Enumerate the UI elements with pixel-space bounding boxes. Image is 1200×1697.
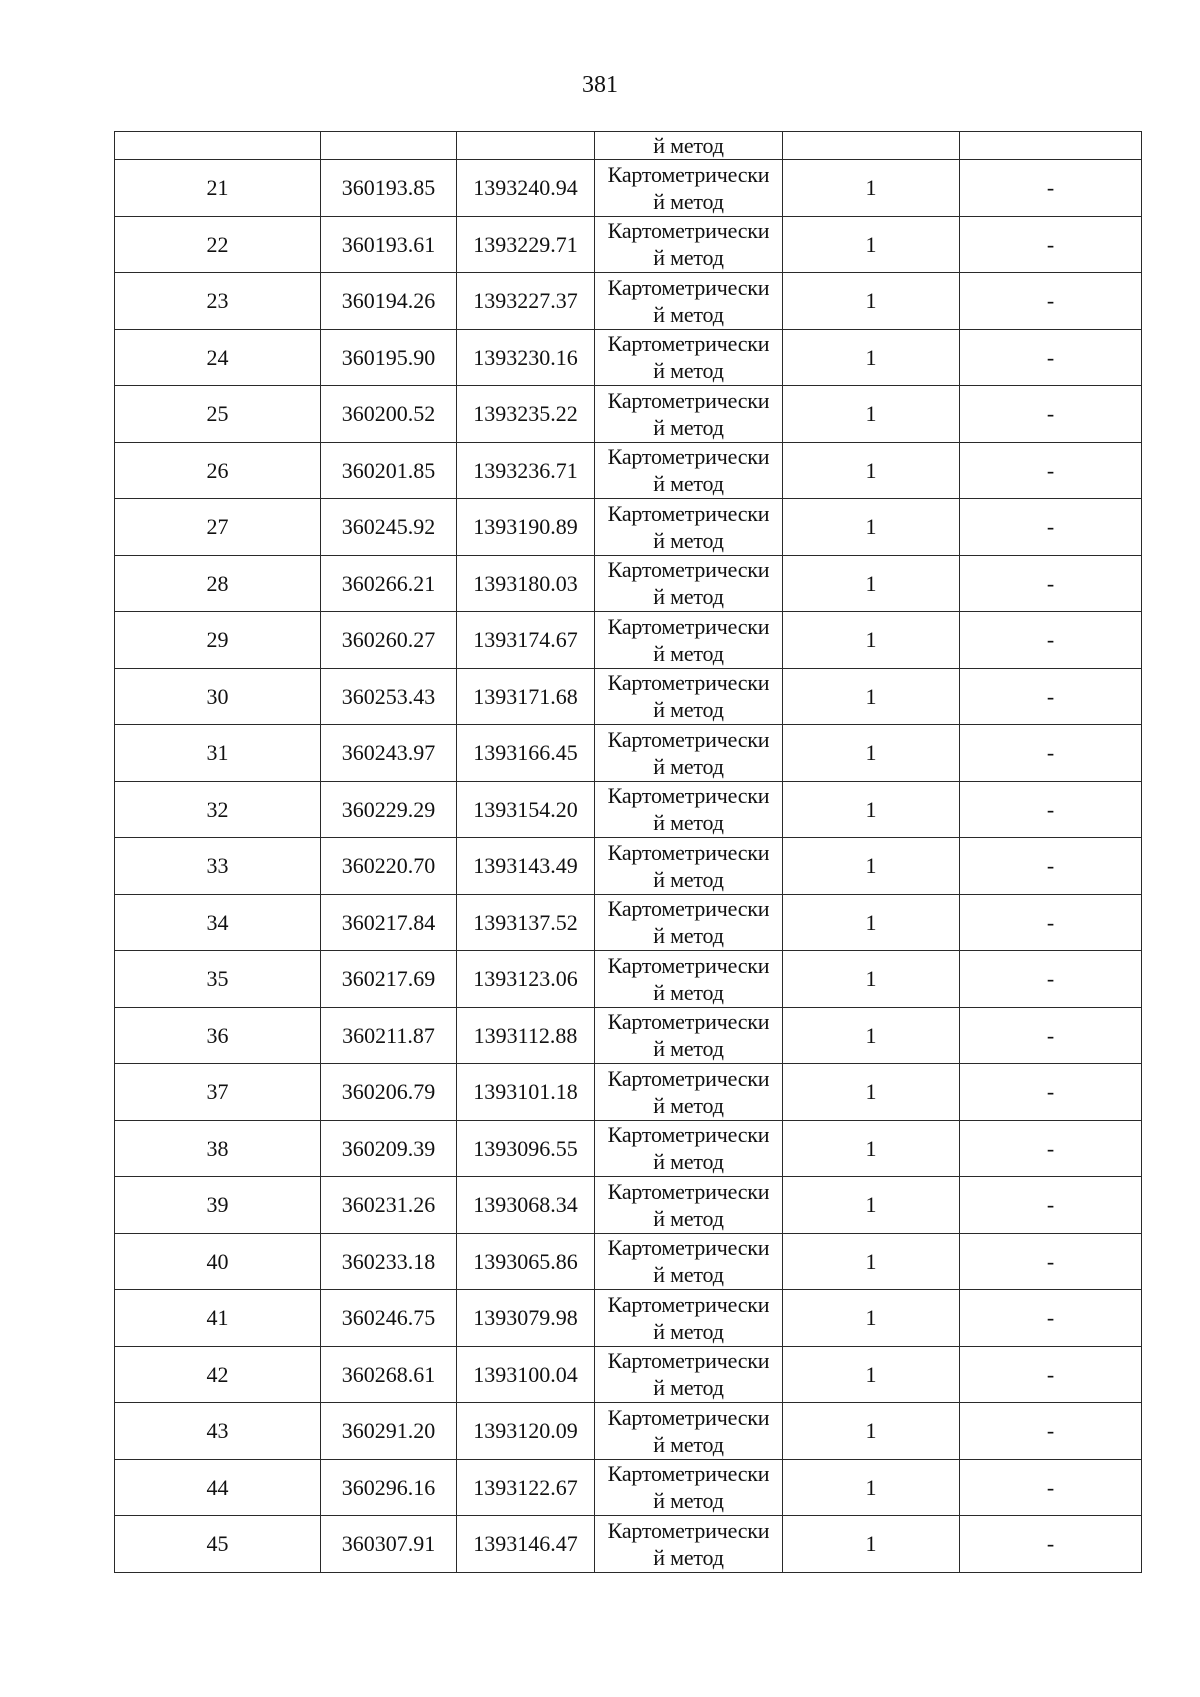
cell-accuracy: 1 <box>783 612 960 669</box>
method-line-2: й метод <box>653 1544 724 1570</box>
cell-x: 360217.69 <box>321 951 457 1008</box>
table-row <box>115 216 1142 273</box>
cell-x: 360296.16 <box>321 1459 457 1516</box>
cell-y: 1393101.18 <box>457 1064 595 1121</box>
cell-x: 360268.61 <box>321 1346 457 1403</box>
table-row <box>115 1403 1142 1460</box>
cell-x: 360200.52 <box>321 386 457 443</box>
cell-method <box>595 1007 783 1064</box>
method-line-2: й метод <box>653 414 724 440</box>
cell-x: 360231.26 <box>321 1177 457 1234</box>
method-line-2: й метод <box>653 584 724 610</box>
method-line-2: й метод <box>653 188 724 214</box>
cell-y: 1393079.98 <box>457 1290 595 1347</box>
cell-accuracy <box>783 132 960 160</box>
cell-point-number: 34 <box>115 894 321 951</box>
cell-y: 1393143.49 <box>457 838 595 895</box>
table-row <box>115 1346 1142 1403</box>
method-line-2: й метод <box>653 1318 724 1344</box>
method-line-2: й метод <box>653 245 724 271</box>
cell-note: - <box>960 499 1142 556</box>
method-line-1: Картометрически <box>607 1348 770 1374</box>
cell-point-number <box>115 132 321 160</box>
method-line-1: Картометрически <box>607 557 770 583</box>
cell-method <box>595 329 783 386</box>
cell-x: 360246.75 <box>321 1290 457 1347</box>
cell-method <box>595 781 783 838</box>
cell-x: 360195.90 <box>321 329 457 386</box>
cell-x: 360307.91 <box>321 1516 457 1573</box>
method-line-2: й метод <box>653 1149 724 1175</box>
cell-point-number: 28 <box>115 555 321 612</box>
cell-note: - <box>960 894 1142 951</box>
method-line-1: Картометрически <box>607 1122 770 1148</box>
cell-note: - <box>960 781 1142 838</box>
cell-note: - <box>960 1064 1142 1121</box>
cell-y: 1393174.67 <box>457 612 595 669</box>
cell-note: - <box>960 1403 1142 1460</box>
method-line-2: й метод <box>653 527 724 553</box>
cell-x: 360291.20 <box>321 1403 457 1460</box>
method-line-1: Картометрически <box>607 1178 770 1204</box>
cell-point-number: 38 <box>115 1120 321 1177</box>
method-line-2: й метод <box>653 697 724 723</box>
cell-x: 360201.85 <box>321 442 457 499</box>
cell-accuracy: 1 <box>783 894 960 951</box>
cell-y: 1393171.68 <box>457 668 595 725</box>
table-row <box>115 386 1142 443</box>
table-row <box>115 499 1142 556</box>
cell-accuracy: 1 <box>783 1290 960 1347</box>
cell-accuracy: 1 <box>783 1120 960 1177</box>
cell-x: 360220.70 <box>321 838 457 895</box>
table-row <box>115 1120 1142 1177</box>
cell-x: 360243.97 <box>321 725 457 782</box>
method-line-2: й метод <box>653 866 724 892</box>
cell-method <box>595 442 783 499</box>
cell-point-number: 36 <box>115 1007 321 1064</box>
cell-point-number: 21 <box>115 160 321 217</box>
cell-x: 360206.79 <box>321 1064 457 1121</box>
table-row <box>115 838 1142 895</box>
cell-accuracy: 1 <box>783 1177 960 1234</box>
method-line-2: й метод <box>653 1375 724 1401</box>
method-line-2: й метод <box>653 1036 724 1062</box>
method-line-2: й метод <box>653 1092 724 1118</box>
cell-note: - <box>960 216 1142 273</box>
cell-method <box>595 160 783 217</box>
method-line-1: Картометрически <box>607 783 770 809</box>
table-row <box>115 329 1142 386</box>
table-row <box>115 160 1142 217</box>
table-row <box>115 1516 1142 1573</box>
method-line-1: Картометрически <box>607 839 770 865</box>
cell-accuracy: 1 <box>783 1064 960 1121</box>
cell-note: - <box>960 668 1142 725</box>
cell-method <box>595 1177 783 1234</box>
table-row <box>115 894 1142 951</box>
cell-x: 360253.43 <box>321 668 457 725</box>
cell-note: - <box>960 1120 1142 1177</box>
cell-method <box>595 499 783 556</box>
cell-point-number: 44 <box>115 1459 321 1516</box>
cell-note: - <box>960 1459 1142 1516</box>
cell-note: - <box>960 725 1142 782</box>
coordinates-table-body <box>115 132 1142 1573</box>
cell-method <box>595 1064 783 1121</box>
cell-accuracy: 1 <box>783 725 960 782</box>
method-line-1: Картометрически <box>607 1291 770 1317</box>
cell-method <box>595 1233 783 1290</box>
cell-method <box>595 1346 783 1403</box>
cell-note: - <box>960 329 1142 386</box>
method-line-1: Картометрически <box>607 331 770 357</box>
cell-accuracy: 1 <box>783 555 960 612</box>
cell-accuracy: 1 <box>783 386 960 443</box>
cell-y: 1393190.89 <box>457 499 595 556</box>
cell-x: 360194.26 <box>321 273 457 330</box>
cell-point-number: 22 <box>115 216 321 273</box>
cell-accuracy: 1 <box>783 838 960 895</box>
cell-y: 1393120.09 <box>457 1403 595 1460</box>
cell-x: 360229.29 <box>321 781 457 838</box>
cell-point-number: 43 <box>115 1403 321 1460</box>
cell-point-number: 23 <box>115 273 321 330</box>
cell-method <box>595 386 783 443</box>
method-line-2: й метод <box>653 640 724 666</box>
cell-note: - <box>960 1290 1142 1347</box>
cell-note: - <box>960 1233 1142 1290</box>
cell-accuracy: 1 <box>783 1346 960 1403</box>
cell-note: - <box>960 555 1142 612</box>
method-line-1: Картометрически <box>607 274 770 300</box>
cell-point-number: 25 <box>115 386 321 443</box>
table-row <box>115 1459 1142 1516</box>
cell-y: 1393227.37 <box>457 273 595 330</box>
method-line-1: Картометрически <box>607 444 770 470</box>
cell-accuracy: 1 <box>783 1403 960 1460</box>
table-row <box>115 273 1142 330</box>
cell-point-number: 40 <box>115 1233 321 1290</box>
cell-y: 1393154.20 <box>457 781 595 838</box>
cell-method <box>595 216 783 273</box>
cell-note: - <box>960 1516 1142 1573</box>
method-line-1: Картометрически <box>607 1404 770 1430</box>
cell-y: 1393096.55 <box>457 1120 595 1177</box>
cell-method <box>595 1516 783 1573</box>
table-row <box>115 612 1142 669</box>
method-line-2: й метод <box>653 753 724 779</box>
cell-point-number: 37 <box>115 1064 321 1121</box>
cell-method <box>595 894 783 951</box>
method-line-1: Картометрически <box>607 1461 770 1487</box>
cell-accuracy: 1 <box>783 160 960 217</box>
cell-x: 360233.18 <box>321 1233 457 1290</box>
table-row <box>115 1233 1142 1290</box>
cell-method <box>595 725 783 782</box>
cell-note <box>960 132 1142 160</box>
page-number: 381 <box>582 72 618 98</box>
table-row <box>115 781 1142 838</box>
method-line-1: Картометрически <box>607 387 770 413</box>
cell-method <box>595 951 783 1008</box>
cell-x: 360266.21 <box>321 555 457 612</box>
cell-point-number: 33 <box>115 838 321 895</box>
cell-accuracy: 1 <box>783 273 960 330</box>
method-line-2: й метод <box>653 1205 724 1231</box>
method-line-1: Картометрически <box>607 500 770 526</box>
method-line-2: й метод <box>653 979 724 1005</box>
cell-y: 1393230.16 <box>457 329 595 386</box>
cell-accuracy: 1 <box>783 951 960 1008</box>
method-line-1: Картометрически <box>607 726 770 752</box>
method-line-2: й метод <box>653 1431 724 1457</box>
cell-y: 1393146.47 <box>457 1516 595 1573</box>
table-row <box>115 555 1142 612</box>
cell-y: 1393065.86 <box>457 1233 595 1290</box>
cell-y: 1393123.06 <box>457 951 595 1008</box>
cell-accuracy: 1 <box>783 1007 960 1064</box>
cell-method <box>595 1120 783 1177</box>
cell-y: 1393235.22 <box>457 386 595 443</box>
cell-note: - <box>960 273 1142 330</box>
cell-note: - <box>960 1177 1142 1234</box>
method-line-2: й метод <box>653 1488 724 1514</box>
table-row <box>115 668 1142 725</box>
cell-y <box>457 132 595 160</box>
cell-note: - <box>960 951 1142 1008</box>
cell-accuracy: 1 <box>783 499 960 556</box>
cell-note: - <box>960 612 1142 669</box>
method-line-2: й метод <box>653 358 724 384</box>
cell-point-number: 45 <box>115 1516 321 1573</box>
cell-y: 1393166.45 <box>457 725 595 782</box>
method-line-1: Картометрически <box>607 952 770 978</box>
cell-method <box>595 1459 783 1516</box>
method-line-2: й метод <box>653 810 724 836</box>
cell-x: 360193.61 <box>321 216 457 273</box>
table-row <box>115 1177 1142 1234</box>
method-line-1: Картометрически <box>607 670 770 696</box>
cell-accuracy: 1 <box>783 216 960 273</box>
cell-y: 1393180.03 <box>457 555 595 612</box>
cell-method: й метод <box>595 132 783 160</box>
cell-accuracy: 1 <box>783 668 960 725</box>
cell-x: 360217.84 <box>321 894 457 951</box>
cell-x: 360260.27 <box>321 612 457 669</box>
cell-point-number: 39 <box>115 1177 321 1234</box>
method-line-1: Картометрически <box>607 1009 770 1035</box>
cell-accuracy: 1 <box>783 1516 960 1573</box>
cell-point-number: 29 <box>115 612 321 669</box>
cell-accuracy: 1 <box>783 1459 960 1516</box>
cell-y: 1393229.71 <box>457 216 595 273</box>
cell-method <box>595 1290 783 1347</box>
cell-accuracy: 1 <box>783 442 960 499</box>
cell-x: 360245.92 <box>321 499 457 556</box>
cell-y: 1393112.88 <box>457 1007 595 1064</box>
cell-note: - <box>960 442 1142 499</box>
method-line-2: й метод <box>653 923 724 949</box>
method-line-1: Картометрически <box>607 161 770 187</box>
cell-y: 1393068.34 <box>457 1177 595 1234</box>
cell-y: 1393137.52 <box>457 894 595 951</box>
cell-y: 1393240.94 <box>457 160 595 217</box>
method-line-1: Картометрически <box>607 218 770 244</box>
cell-y: 1393122.67 <box>457 1459 595 1516</box>
method-line-1: Картометрически <box>607 613 770 639</box>
cell-point-number: 26 <box>115 442 321 499</box>
cell-x: 360211.87 <box>321 1007 457 1064</box>
cell-point-number: 24 <box>115 329 321 386</box>
table-row <box>115 1290 1142 1347</box>
cell-accuracy: 1 <box>783 329 960 386</box>
cell-x: 360209.39 <box>321 1120 457 1177</box>
cell-x: 360193.85 <box>321 160 457 217</box>
cell-note: - <box>960 838 1142 895</box>
cell-method <box>595 273 783 330</box>
cell-point-number: 30 <box>115 668 321 725</box>
table-row <box>115 725 1142 782</box>
cell-note: - <box>960 386 1142 443</box>
cell-note: - <box>960 1346 1142 1403</box>
method-line-2: й метод <box>653 471 724 497</box>
cell-note: - <box>960 1007 1142 1064</box>
cell-x <box>321 132 457 160</box>
continuation-row <box>115 132 1142 160</box>
table-row <box>115 951 1142 1008</box>
cell-point-number: 35 <box>115 951 321 1008</box>
table-row <box>115 1007 1142 1064</box>
method-line-1: Картометрически <box>607 896 770 922</box>
cell-method <box>595 612 783 669</box>
method-line-2: й метод <box>653 1262 724 1288</box>
cell-method <box>595 1403 783 1460</box>
cell-method <box>595 668 783 725</box>
method-line-1: Картометрически <box>607 1517 770 1543</box>
cell-y: 1393100.04 <box>457 1346 595 1403</box>
cell-y: 1393236.71 <box>457 442 595 499</box>
cell-point-number: 27 <box>115 499 321 556</box>
cell-point-number: 32 <box>115 781 321 838</box>
coordinates-table <box>114 131 1142 1573</box>
table-row <box>115 1064 1142 1121</box>
cell-method <box>595 555 783 612</box>
cell-accuracy: 1 <box>783 781 960 838</box>
cell-point-number: 31 <box>115 725 321 782</box>
method-line-2: й метод <box>653 301 724 327</box>
cell-accuracy: 1 <box>783 1233 960 1290</box>
cell-point-number: 42 <box>115 1346 321 1403</box>
table-row <box>115 442 1142 499</box>
cell-note: - <box>960 160 1142 217</box>
method-line-1: Картометрически <box>607 1235 770 1261</box>
cell-method <box>595 838 783 895</box>
method-line-1: Картометрически <box>607 1065 770 1091</box>
cell-point-number: 41 <box>115 1290 321 1347</box>
